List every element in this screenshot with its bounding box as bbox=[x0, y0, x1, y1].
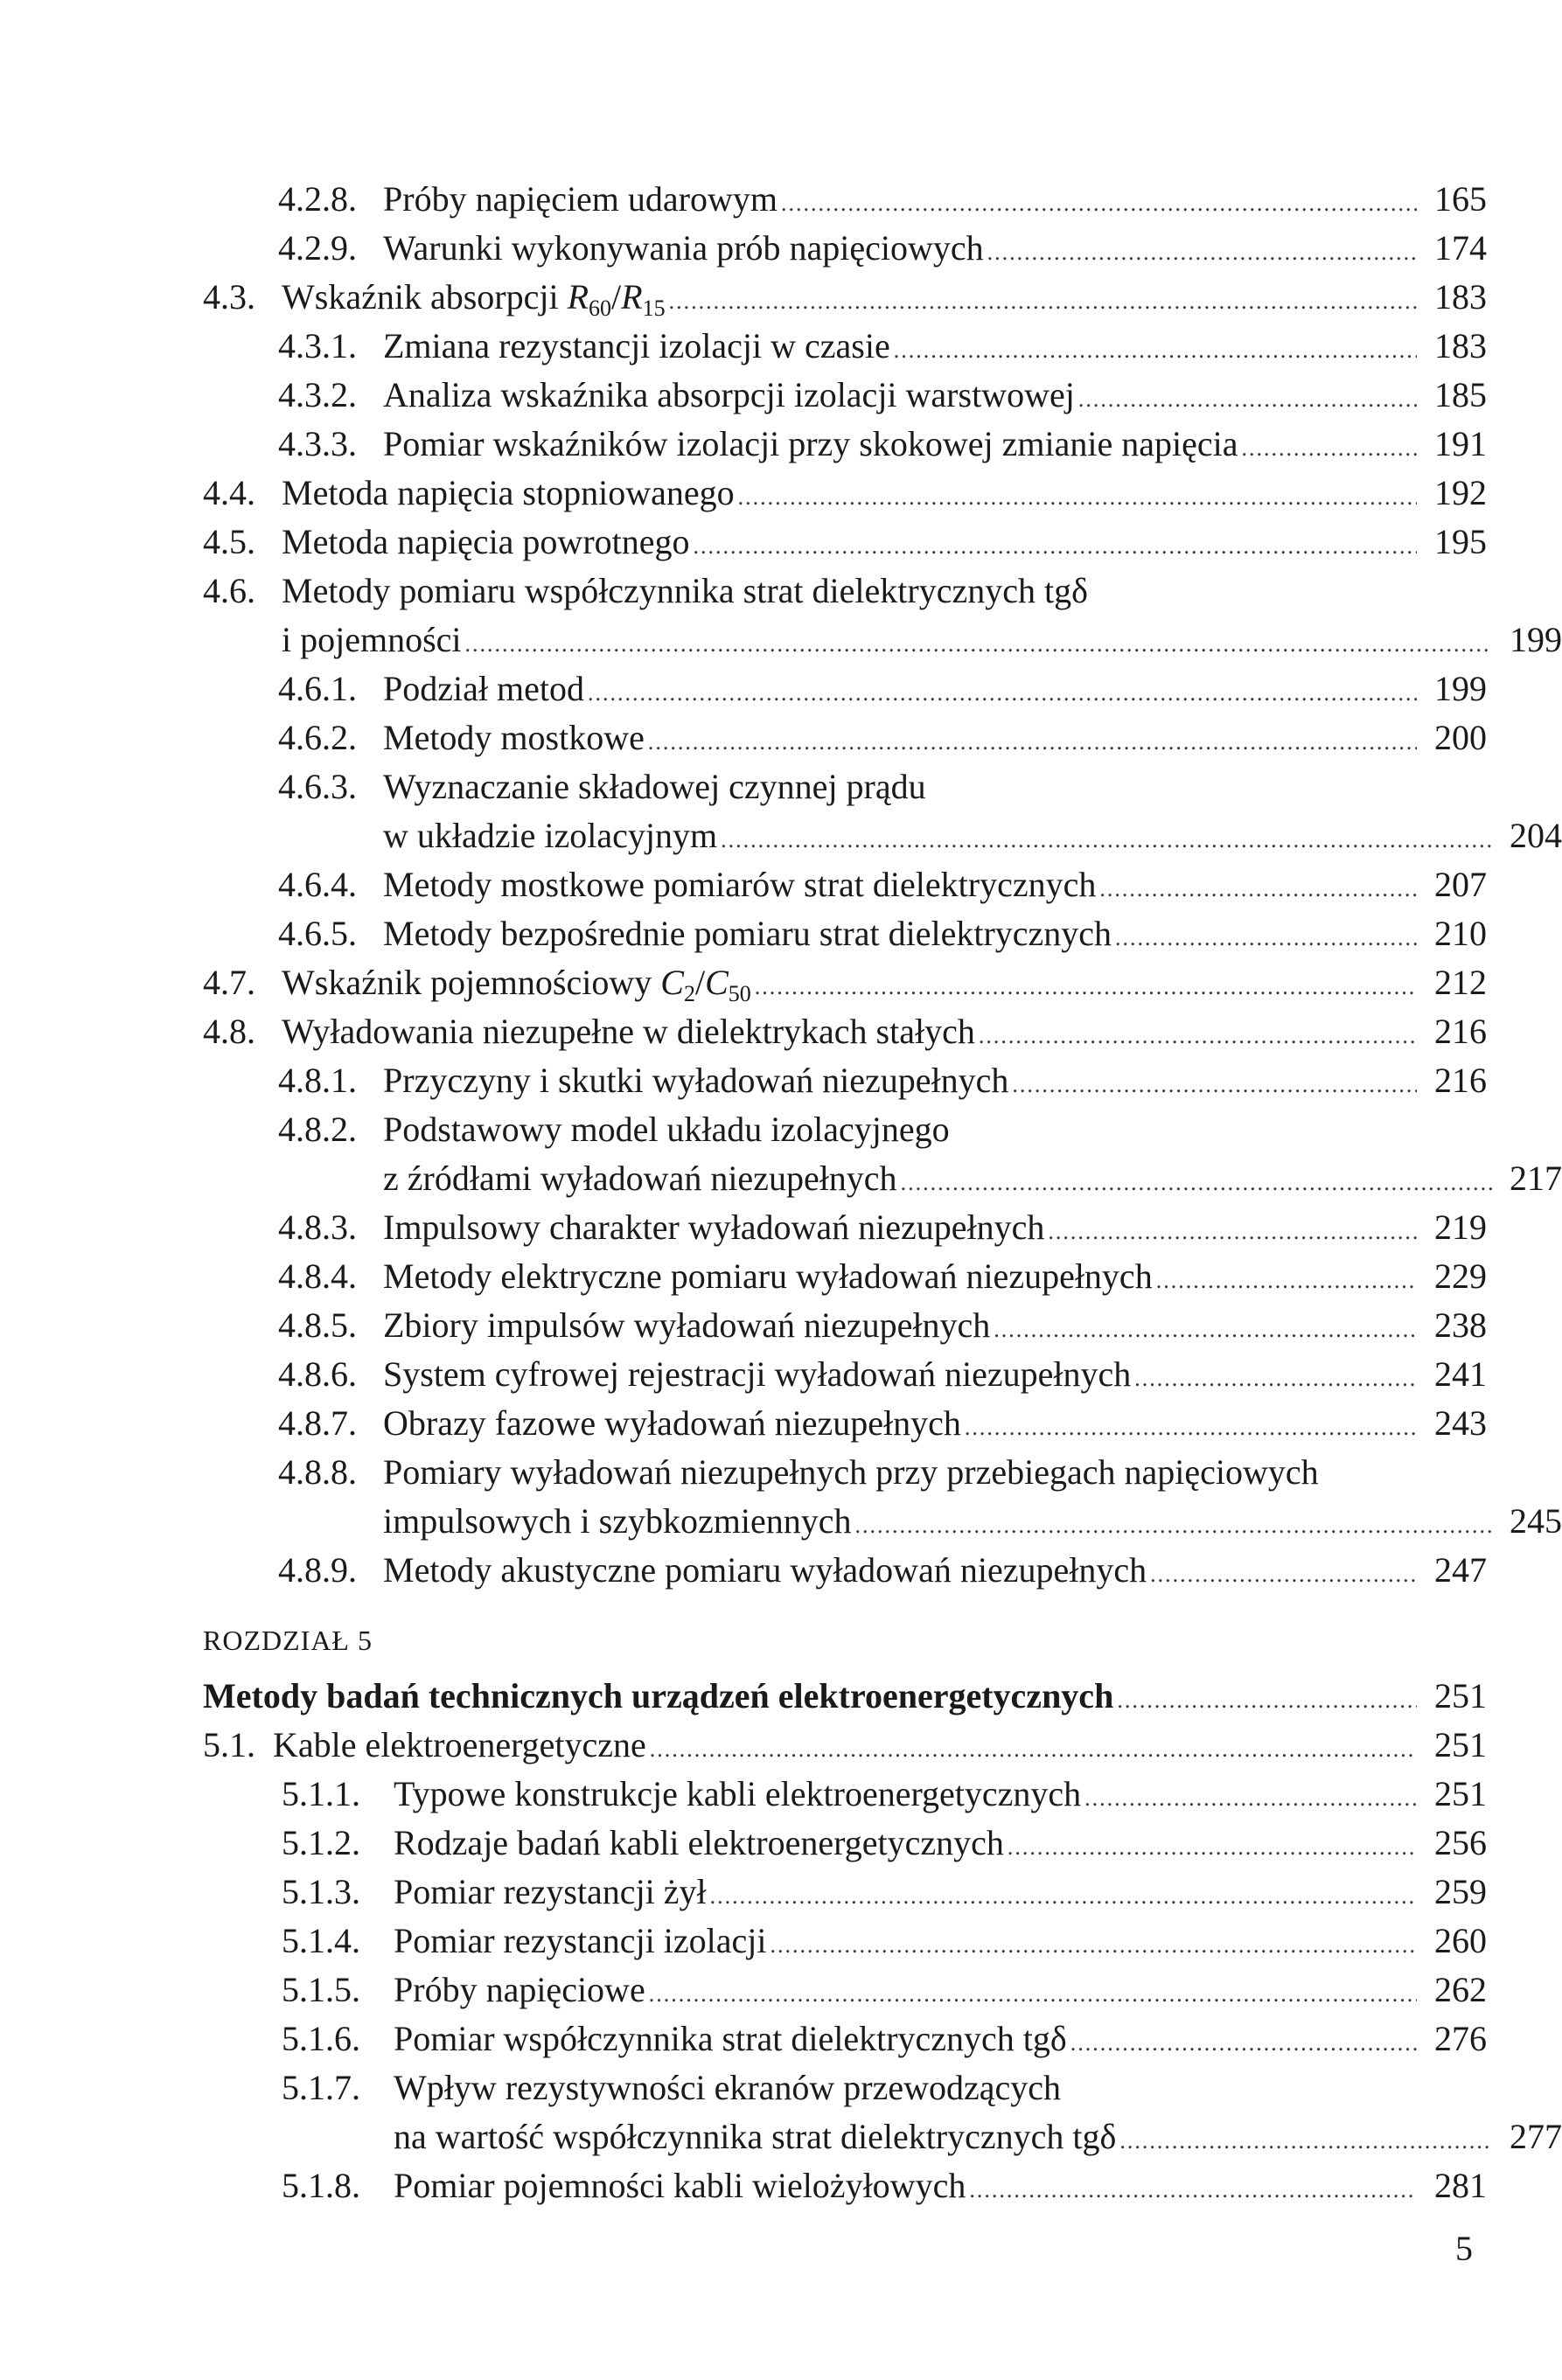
dot-leader bbox=[1070, 2019, 1417, 2068]
entry-title: Typowe konstrukcje kabli elektroenergetycznych bbox=[394, 1774, 1082, 1813]
toc-entry-4-6-3-continuation[interactable] bbox=[0, 811, 1562, 860]
dot-leader bbox=[755, 963, 1417, 1012]
entry-title: Obrazy fazowe wyładowań niezupełnych bbox=[383, 1403, 961, 1443]
entry-page: 247 bbox=[1434, 1550, 1487, 1590]
dot-leader bbox=[987, 228, 1417, 277]
entry-number: 4.8.7. bbox=[278, 1403, 357, 1443]
dot-leader bbox=[648, 718, 1417, 767]
entry-number: 4.2.9. bbox=[278, 228, 357, 268]
dot-leader bbox=[588, 669, 1417, 718]
entry-page: 191 bbox=[1434, 424, 1487, 463]
entry-number: 4.3.2. bbox=[278, 375, 357, 414]
entry-title: Metody pomiaru współczynnika strat dielektrycznych tgδ bbox=[282, 571, 1088, 610]
entry-page: 174 bbox=[1434, 228, 1487, 268]
entry-number: 4.8.8. bbox=[278, 1452, 357, 1492]
toc-entry-4-6-4[interactable] bbox=[0, 860, 1562, 909]
entry-title: Warunki wykonywania prób napięciowych bbox=[383, 228, 984, 268]
entry-title: Metody mostkowe pomiarów strat dielektrycznych bbox=[383, 865, 1097, 904]
entry-title: Podział metod bbox=[383, 669, 584, 708]
toc-entry-4-7[interactable] bbox=[0, 958, 1562, 1007]
dot-leader bbox=[1241, 424, 1417, 473]
toc-entry-4-2-9[interactable] bbox=[0, 224, 1562, 273]
entry-number: 4.2.8. bbox=[278, 179, 357, 219]
entry-page: 245 bbox=[1510, 1501, 1562, 1541]
entry-page: 204 bbox=[1510, 816, 1562, 855]
dot-leader bbox=[901, 1159, 1492, 1207]
entry-title-continuation: i pojemności bbox=[282, 620, 462, 659]
toc-entry-4-8-8[interactable] bbox=[0, 1448, 1562, 1497]
dot-leader bbox=[1078, 375, 1417, 424]
entry-title: Przyczyny i skutki wyładowań niezupełnych bbox=[383, 1061, 1009, 1100]
entry-number: 4.6.4. bbox=[278, 865, 357, 904]
entry-page: 183 bbox=[1434, 326, 1487, 365]
entry-page: 238 bbox=[1434, 1305, 1487, 1345]
toc-entry-4-8-4[interactable] bbox=[0, 1252, 1562, 1301]
entry-number: 5.1.5. bbox=[282, 1970, 360, 2009]
entry-title-continuation: na wartość współczynnika strat dielektrycznych tgδ bbox=[394, 2117, 1117, 2156]
toc-entry-5-1-4[interactable] bbox=[0, 1917, 1562, 1966]
toc-entry-4-8-2[interactable] bbox=[0, 1105, 1562, 1154]
entry-number: 4.8.6. bbox=[278, 1354, 357, 1394]
entry-title: Impulsowy charakter wyładowań niezupełnych bbox=[383, 1207, 1045, 1247]
entry-page: 210 bbox=[1434, 914, 1487, 953]
dot-leader bbox=[1150, 1550, 1417, 1599]
toc-entry-4-6-5[interactable] bbox=[0, 909, 1562, 958]
entry-title: Metoda napięcia powrotnego bbox=[282, 522, 690, 561]
dot-leader bbox=[465, 620, 1492, 669]
entry-number: 4.3.3. bbox=[278, 424, 357, 463]
entry-number: 4.6. bbox=[203, 571, 255, 610]
toc-entry-5-1-2[interactable] bbox=[0, 1819, 1562, 1868]
toc-entry-4-6[interactable] bbox=[0, 567, 1562, 616]
entry-number: 4.6.3. bbox=[278, 767, 357, 806]
entry-title-continuation: w układzie izolacyjnym bbox=[383, 816, 718, 855]
entry-number: 4.8.2. bbox=[278, 1110, 357, 1149]
entry-title: Pomiar współczynnika strat dielektrycznych tgδ bbox=[394, 2019, 1067, 2058]
toc-chapter-5-title[interactable] bbox=[0, 1672, 1562, 1721]
dot-leader bbox=[738, 473, 1417, 522]
toc-entry-4-8-1[interactable] bbox=[0, 1056, 1562, 1105]
entry-page: 212 bbox=[1434, 963, 1487, 1002]
entry-title: Pomiary wyładowań niezupełnych przy przebiegach napięciowych bbox=[383, 1452, 1319, 1492]
entry-number: 4.8.5. bbox=[278, 1305, 357, 1345]
dot-leader bbox=[1048, 1207, 1417, 1256]
entry-title: Analiza wskaźnika absorpcji izolacji warstwowej bbox=[383, 375, 1075, 414]
page-number: 5 bbox=[1455, 2229, 1473, 2268]
dot-leader bbox=[650, 1725, 1417, 1774]
entry-page: 256 bbox=[1434, 1823, 1487, 1862]
entry-number: 4.3.1. bbox=[278, 326, 357, 365]
dot-leader bbox=[854, 1501, 1492, 1550]
entry-title: Rodzaje badań kabli elektroenergetycznych bbox=[394, 1823, 1004, 1862]
toc-entry-4-8-8-continuation[interactable] bbox=[0, 1497, 1562, 1546]
dot-leader bbox=[721, 816, 1492, 865]
entry-title: System cyfrowej rejestracji wyładowań niezupełnych bbox=[383, 1354, 1132, 1394]
dot-leader bbox=[694, 522, 1417, 571]
dot-leader bbox=[1012, 1061, 1417, 1110]
dot-leader bbox=[1119, 2117, 1492, 2166]
dot-leader bbox=[969, 2166, 1417, 2215]
dot-leader bbox=[1134, 1354, 1417, 1403]
entry-number: 4.8.3. bbox=[278, 1207, 357, 1247]
entry-page: 260 bbox=[1434, 1921, 1487, 1960]
entry-title: Pomiar pojemności kabli wielożyłowych bbox=[394, 2166, 966, 2205]
entry-page: 192 bbox=[1434, 473, 1487, 512]
entry-page: 243 bbox=[1434, 1403, 1487, 1443]
toc-entry-4-5[interactable] bbox=[0, 518, 1562, 567]
entry-number: 4.4. bbox=[203, 473, 255, 512]
toc-entry-4-3-1[interactable] bbox=[0, 322, 1562, 371]
entry-page: 207 bbox=[1434, 865, 1487, 904]
entry-title: Metody akustyczne pomiaru wyładowań niezupełnych bbox=[383, 1550, 1147, 1590]
entry-number: 4.8.1. bbox=[278, 1061, 357, 1100]
chapter-title: Metody badań technicznych urządzeń elektroenergetycznych bbox=[203, 1676, 1114, 1715]
entry-number: 4.3. bbox=[203, 277, 255, 317]
entry-page: 277 bbox=[1510, 2117, 1562, 2156]
toc-entry-4-8[interactable] bbox=[0, 1007, 1562, 1056]
toc-entry-4-6-2[interactable] bbox=[0, 713, 1562, 762]
dot-leader bbox=[979, 1012, 1417, 1061]
toc-entry-4-8-7[interactable] bbox=[0, 1399, 1562, 1448]
entry-number: 5.1.3. bbox=[282, 1872, 360, 1911]
dot-leader bbox=[1008, 1823, 1417, 1872]
entry-page: 216 bbox=[1434, 1061, 1487, 1100]
entry-title: Pomiar rezystancji izolacji bbox=[394, 1921, 767, 1960]
entry-number: 5.1.6. bbox=[282, 2019, 360, 2058]
entry-page: 281 bbox=[1434, 2166, 1487, 2205]
entry-number: 4.8.9. bbox=[278, 1550, 357, 1590]
dot-leader bbox=[669, 277, 1417, 326]
toc-entry-5-1[interactable] bbox=[0, 1721, 1562, 1770]
entry-number: 5.1.4. bbox=[282, 1921, 360, 1960]
entry-title: Zbiory impulsów wyładowań niezupełnych bbox=[383, 1305, 991, 1345]
entry-page: 262 bbox=[1434, 1970, 1487, 2009]
entry-title: Wpływ rezystywności ekranów przewodzących bbox=[394, 2068, 1062, 2107]
toc-entry-4-6-3[interactable] bbox=[0, 762, 1562, 811]
dot-leader bbox=[1084, 1774, 1417, 1823]
entry-page: 229 bbox=[1434, 1256, 1487, 1296]
entry-page: 219 bbox=[1434, 1207, 1487, 1247]
entry-title: Próby napięciowe bbox=[394, 1970, 645, 2009]
entry-number: 5.1. bbox=[203, 1725, 255, 1764]
entry-title: Zmiana rezystancji izolacji w czasie bbox=[383, 326, 890, 365]
entry-page: 185 bbox=[1434, 375, 1487, 414]
entry-title: Wskaźnik absorpcji $R_{60}/R_{15}$ bbox=[282, 277, 666, 321]
entry-number: 4.5. bbox=[203, 522, 255, 561]
toc-entry-4-6-1[interactable] bbox=[0, 665, 1562, 713]
entry-title: Wskaźnik pojemnościowy $C_2/C_{50}$ bbox=[282, 963, 751, 1006]
entry-page: 199 bbox=[1434, 669, 1487, 708]
entry-title: Metody mostkowe bbox=[383, 718, 645, 757]
chapter-label: ROZDZIAŁ 5 bbox=[203, 1625, 373, 1656]
dot-leader bbox=[1117, 1676, 1417, 1725]
toc-entry-5-1-1[interactable] bbox=[0, 1770, 1562, 1819]
entry-number: 4.6.5. bbox=[278, 914, 357, 953]
entry-page: 276 bbox=[1434, 2019, 1487, 2058]
toc-entry-5-1-3[interactable] bbox=[0, 1868, 1562, 1917]
entry-number: 4.8.4. bbox=[278, 1256, 357, 1296]
entry-number: 4.7. bbox=[203, 963, 255, 1002]
dot-leader bbox=[1156, 1256, 1417, 1305]
entry-title-continuation: impulsowych i szybkozmiennych bbox=[383, 1501, 852, 1541]
entry-number: 5.1.7. bbox=[282, 2068, 360, 2107]
entry-page: 199 bbox=[1510, 620, 1562, 659]
entry-page: 195 bbox=[1434, 522, 1487, 561]
toc-entry-4-4[interactable] bbox=[0, 469, 1562, 518]
entry-page: 216 bbox=[1434, 1012, 1487, 1051]
toc-entry-5-1-8[interactable] bbox=[0, 2161, 1562, 2210]
entry-number: 5.1.2. bbox=[282, 1823, 360, 1862]
toc-entry-4-3[interactable] bbox=[0, 273, 1562, 322]
entry-page: 165 bbox=[1434, 179, 1487, 219]
toc-entry-4-8-5[interactable] bbox=[0, 1301, 1562, 1350]
toc-entry-4-8-3[interactable] bbox=[0, 1203, 1562, 1252]
toc-entry-4-8-2-continuation[interactable] bbox=[0, 1154, 1562, 1203]
entry-title: Wyładowania niezupełne w dielektrykach stałych bbox=[282, 1012, 975, 1051]
entry-number: 4.6.1. bbox=[278, 669, 357, 708]
toc-entry-5-1-7-continuation[interactable] bbox=[0, 2112, 1562, 2161]
toc-entry-4-8-6[interactable] bbox=[0, 1350, 1562, 1399]
toc-entry-4-2-8[interactable] bbox=[0, 175, 1562, 224]
entry-title: Kable elektroenergetyczne bbox=[273, 1725, 646, 1764]
entry-title: Pomiar wskaźników izolacji przy skokowej zmianie napięcia bbox=[383, 424, 1238, 463]
toc-entry-4-8-9[interactable] bbox=[0, 1546, 1562, 1595]
entry-page: 200 bbox=[1434, 718, 1487, 757]
entry-number: 4.8. bbox=[203, 1012, 255, 1051]
dot-leader bbox=[994, 1305, 1417, 1354]
entry-title: Metoda napięcia stopniowanego bbox=[282, 473, 735, 512]
entry-page: 217 bbox=[1510, 1159, 1562, 1198]
toc-entry-4-3-2[interactable] bbox=[0, 371, 1562, 420]
toc-entry-5-1-5[interactable] bbox=[0, 1966, 1562, 2015]
entry-title: Metody elektryczne pomiaru wyładowań niezupełnych bbox=[383, 1256, 1153, 1296]
dot-leader bbox=[965, 1403, 1417, 1452]
entry-title: Próby napięciem udarowym bbox=[383, 179, 778, 219]
dot-leader bbox=[781, 179, 1417, 228]
entry-page: 251 bbox=[1434, 1676, 1487, 1715]
dot-leader bbox=[1099, 865, 1417, 914]
entry-page: 251 bbox=[1434, 1725, 1487, 1764]
entry-number: 5.1.8. bbox=[282, 2166, 360, 2205]
toc-entry-4-6-continuation[interactable] bbox=[0, 616, 1562, 665]
entry-title: Metody bezpośrednie pomiaru strat dielektrycznych bbox=[383, 914, 1112, 953]
entry-title: Pomiar rezystancji żył bbox=[394, 1872, 707, 1911]
toc-entry-4-3-3[interactable] bbox=[0, 420, 1562, 469]
entry-page: 259 bbox=[1434, 1872, 1487, 1911]
entry-page: 251 bbox=[1434, 1774, 1487, 1813]
entry-number: 4.6.2. bbox=[278, 718, 357, 757]
dot-leader bbox=[894, 326, 1417, 375]
entry-page: 241 bbox=[1434, 1354, 1487, 1394]
dot-leader bbox=[649, 1970, 1417, 2019]
dot-leader bbox=[1115, 914, 1417, 963]
entry-title: Podstawowy model układu izolacyjnego bbox=[383, 1110, 950, 1149]
entry-title-continuation: z źródłami wyładowań niezupełnych bbox=[383, 1159, 897, 1198]
dot-leader bbox=[710, 1872, 1417, 1921]
entry-page: 183 bbox=[1434, 277, 1487, 317]
toc-entry-5-1-7[interactable] bbox=[0, 2063, 1562, 2112]
entry-number: 5.1.1. bbox=[282, 1774, 360, 1813]
dot-leader bbox=[771, 1921, 1417, 1970]
toc-entry-5-1-6[interactable] bbox=[0, 2015, 1562, 2063]
entry-title: Wyznaczanie składowej czynnej prądu bbox=[383, 767, 926, 806]
